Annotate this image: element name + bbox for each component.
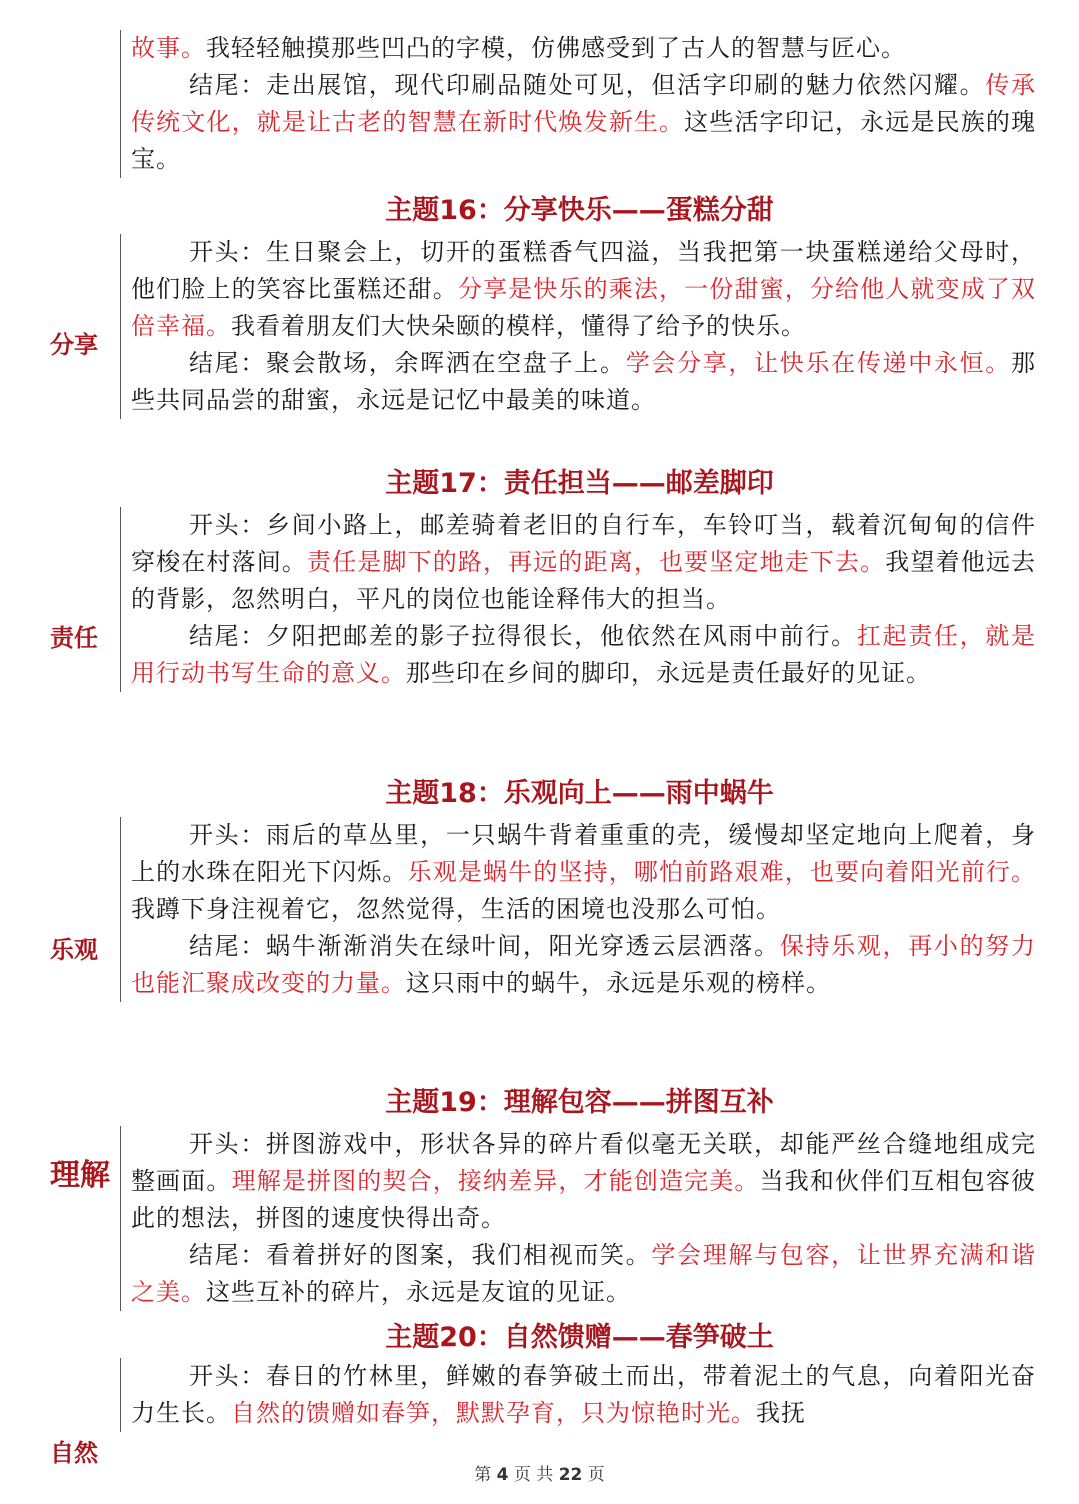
body-text: 那些共同品尝的甜蜜，永远是记忆中最美的味道。: [131, 349, 1036, 414]
highlight-text: 传承传统文化，就是让古老的智慧在新时代焕发新生。: [131, 71, 1036, 136]
highlight-text: 自然的馈赠如春笋，默默孕育，只为惊艳时光。: [231, 1399, 756, 1427]
highlight-text: 扛起责任，就是用行动书写生命的意义。: [131, 622, 1036, 687]
footer-text: 第: [474, 1465, 492, 1485]
side-tag: 责任: [50, 624, 98, 652]
topic-block: [120, 1126, 1036, 1311]
body-text: 结尾：聚会散场，余晖洒在空盘子上。: [189, 349, 626, 377]
highlight-text: 学会理解与包容，让世界充满和谐之美。: [131, 1241, 1036, 1306]
opening-paragraph: [131, 234, 1036, 345]
highlight-text: 理解是拼图的契合，接纳差异，才能创造完美。: [231, 1167, 760, 1195]
topic-block: [120, 507, 1036, 692]
highlight-text: 责任是脚下的路，再远的距离，也要坚定地走下去。: [307, 548, 886, 576]
body-text: 我看着朋友们大快朵颐的模样，懂得了给予的快乐。: [231, 312, 806, 340]
body-text: 结尾：夕阳把邮差的影子拉得很长，他依然在风雨中前行。: [189, 622, 857, 650]
topic-title: 主题19：理解包容——拼图互补: [385, 1087, 774, 1118]
intro-paragraph: [131, 30, 1036, 67]
body-text: 那些印在乡间的脚印，永远是责任最好的见证。: [406, 659, 931, 687]
body-text: 开头：雨后的草丛里，一只蜗牛背着重重的壳，缓慢却坚定地向上爬着，身上的水珠在阳光下闪烁。: [131, 821, 1036, 886]
highlight-text: 学会分享，让快乐在传递中永恒。: [625, 349, 1011, 377]
highlight-text: 乐观是蜗牛的坚持，哪怕前路艰难，也要向着阳光前行。: [407, 858, 1037, 886]
body-text: 这只雨中的蜗牛，永远是乐观的榜样。: [406, 969, 831, 997]
topic-block: [120, 1358, 1036, 1432]
body-text: 我轻轻触摸那些凹凸的字模，仿佛感受到了古人的智慧与匠心。: [206, 34, 906, 62]
side-tag: 分享: [50, 331, 98, 359]
body-text: 这些活字印记，永远是民族的瑰宝。: [131, 108, 1037, 173]
highlight-text: 分享是快乐的乘法，一份甜蜜，分给他人就变成了双倍幸福。: [131, 275, 1037, 340]
page-footer: [0, 1460, 1079, 1485]
highlight-text: 保持乐观，再小的努力也能汇聚成改变的力量。: [131, 932, 1036, 997]
footer-text: 页: [587, 1465, 605, 1485]
body-text: 我抚: [756, 1399, 806, 1427]
ending-paragraph: [131, 345, 1036, 419]
body-text: 我望着他远去的背影，忽然明白，平凡的岗位也能诠释伟大的担当。: [131, 548, 1037, 613]
intro-ending-paragraph: [131, 67, 1036, 178]
opening-paragraph: [131, 1358, 1036, 1432]
body-text: 开头：拼图游戏中，形状各异的碎片看似毫无关联，却能严丝合缝地组成完整画面。: [131, 1130, 1036, 1195]
topic-title: 主题17：责任担当——邮差脚印: [385, 468, 774, 499]
footer-text: 页 共: [513, 1465, 554, 1485]
side-tag: 理解: [50, 1158, 110, 1193]
ending-paragraph: [131, 1237, 1036, 1311]
ending-paragraph: [131, 928, 1036, 1002]
intro-block: [120, 30, 1036, 178]
topic-block: [120, 817, 1036, 1002]
opening-paragraph: [131, 507, 1036, 618]
side-tag: 自然: [50, 1439, 98, 1467]
topic-block: [120, 234, 1036, 419]
topic-title: 主题18：乐观向上——雨中蜗牛: [385, 778, 774, 809]
highlight-text: 故事。: [131, 34, 206, 62]
opening-paragraph: [131, 817, 1036, 928]
body-text: 结尾：蜗牛渐渐消失在绿叶间，阳光穿透云层洒落。: [189, 932, 780, 960]
topic-title: 主题20：自然馈赠——春笋破土: [385, 1322, 774, 1353]
side-tag: 乐观: [50, 936, 98, 964]
total-pages: 22: [558, 1465, 583, 1485]
topic-title: 主题16：分享快乐——蛋糕分甜: [385, 195, 774, 226]
ending-paragraph: [131, 618, 1036, 692]
body-text: 结尾：看着拼好的图案，我们相视而笑。: [189, 1241, 652, 1269]
body-text: 结尾：走出展馆，现代印刷品随处可见，但活字印刷的魅力依然闪耀。: [189, 71, 986, 99]
body-text: 开头：生日聚会上，切开的蛋糕香气四溢，当我把第一块蛋糕递给父母时，他们脸上的笑容比蛋糕还甜。: [131, 238, 1036, 303]
body-text: 开头：乡间小路上，邮差骑着老旧的自行车，车铃叮当，载着沉甸甸的信件穿梭在村落间。: [131, 511, 1036, 576]
opening-paragraph: [131, 1126, 1036, 1237]
body-text: 我蹲下身注视着它，忽然觉得，生活的困境也没那么可怕。: [131, 895, 781, 923]
body-text: 这些互补的碎片，永远是友谊的见证。: [206, 1278, 631, 1306]
body-text: 当我和伙伴们互相包容彼此的想法，拼图的速度快得出奇。: [131, 1167, 1037, 1232]
page-number: 4: [496, 1465, 509, 1485]
body-text: 开头：春日的竹林里，鲜嫩的春笋破土而出，带着泥土的气息，向着阳光奋力生长。: [131, 1362, 1036, 1427]
